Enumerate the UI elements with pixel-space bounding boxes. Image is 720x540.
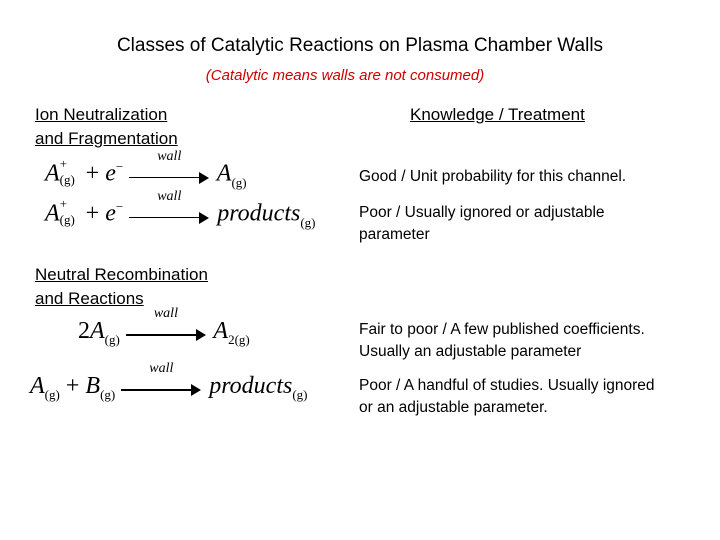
heading-line: Neutral Recombination <box>35 265 208 284</box>
species-A: A <box>30 373 45 399</box>
species-A: A <box>45 200 60 227</box>
species-B: B <box>85 373 101 399</box>
equation-neutral-reactions: $A_{(g)} + B_{(g)}$ wall products$_{(g)}$ <box>30 361 308 402</box>
wall-arrow: wall <box>129 203 211 227</box>
products: products <box>209 373 293 399</box>
charge-state: + (g) <box>59 156 75 187</box>
wall-arrow: wall <box>126 320 208 344</box>
heading-line: and Fragmentation <box>35 129 178 148</box>
note-line: Usually an adjustable parameter <box>359 343 582 360</box>
species-A: A <box>213 318 229 344</box>
note-line: or an adjustable parameter. <box>359 399 548 416</box>
heading-line: and Reactions <box>35 289 144 308</box>
wall-arrow: wall <box>129 163 211 187</box>
knowledge-treatment-heading: Knowledge / Treatment <box>410 105 585 124</box>
ion-neutralization-heading <box>35 103 178 151</box>
note-neutral-recombination <box>359 319 645 363</box>
species-e: e <box>105 160 116 187</box>
heading-line: Ion Neutralization <box>35 105 168 124</box>
species-A: A <box>45 160 60 187</box>
equation-neutral-recombination: $2A_{(g)}$ wall $A_{2(g)}$ <box>78 306 250 347</box>
wall-arrow: wall <box>121 375 203 399</box>
species-e: e <box>105 200 116 227</box>
species-A: A <box>216 160 232 187</box>
slide-title: Classes of Catalytic Reactions on Plasma Chamber Walls <box>116 35 604 56</box>
note-ion-neutralization: Good / Unit probability for this channel. <box>359 168 627 185</box>
charge-state: + (g) <box>59 196 75 227</box>
equation-ion-fragmentation: A + (g) + e− wall products$_{(g)}$ <box>45 189 316 230</box>
species-A: A <box>90 318 105 344</box>
note-ion-fragmentation <box>359 202 605 246</box>
slide-subtitle: (Catalytic means walls are not consumed) <box>205 67 485 84</box>
products: products <box>217 200 301 227</box>
note-neutral-reactions <box>359 375 655 419</box>
note-line: Poor / A handful of studies. Usually ignored <box>359 377 655 394</box>
note-line: Poor / Usually ignored or adjustable <box>359 204 605 221</box>
equation-ion-neutralization: A + (g) + e− wall $A_{(g)}$ <box>45 149 247 190</box>
note-line: Fair to poor / A few published coefficients. <box>359 321 645 338</box>
neutral-recombination-heading <box>35 263 208 311</box>
note-line: parameter <box>359 226 430 243</box>
